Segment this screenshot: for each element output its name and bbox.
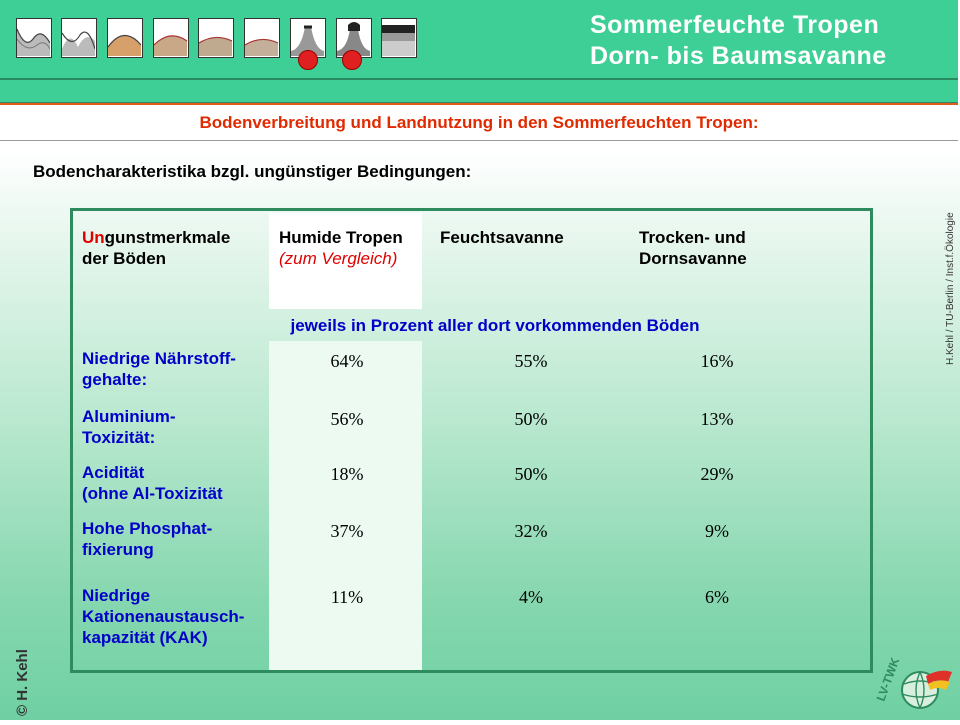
value-cell: 37%: [330, 521, 364, 541]
row-label-line: Niedrige: [82, 586, 151, 605]
section-heading: Bodencharakteristika bzgl. ungünstiger Bedingungen:: [33, 162, 472, 181]
row-label-line: Hohe Phosphat-: [82, 519, 213, 538]
header-bar: [0, 0, 958, 104]
value-cell: 16%: [700, 351, 734, 371]
row-label: [82, 348, 236, 390]
value-cell: 56%: [330, 409, 364, 429]
profile-thumbnail[interactable]: [107, 18, 143, 58]
side-credit: H.Kehl / TU-Berlin / Inst.f.Ökologie: [945, 212, 956, 365]
page-title: [590, 10, 887, 72]
row-label-line: Niedrige Nährstoff-: [82, 349, 236, 368]
row-label-line: Acidität: [82, 463, 145, 482]
header-text: Trocken- und: [639, 228, 746, 247]
header-divider: [0, 78, 958, 80]
row-label: [82, 462, 223, 504]
copyright-label: © H. Kehl: [14, 649, 31, 716]
row-label-line: fixierung: [82, 540, 154, 559]
header-text: Dornsavanne: [639, 249, 747, 268]
header-text: gunstmerkmale: [104, 228, 231, 247]
profile-thumbnail[interactable]: [244, 18, 280, 58]
header-text: Humide Tropen: [279, 228, 403, 247]
table-note: jeweils in Prozent aller dort vorkommenden Böden: [290, 316, 700, 335]
profile-thumbnail[interactable]: [198, 18, 234, 58]
profile-thumbnail[interactable]: [61, 18, 97, 58]
row-label-line: gehalte:: [82, 370, 148, 389]
row-label-line: Aluminium-: [82, 407, 176, 426]
value-cell: 55%: [514, 351, 548, 371]
profile-thumbnail[interactable]: [381, 18, 417, 58]
header-red-prefix: Un: [82, 228, 105, 247]
row-label-line: (ohne Al-Toxizität: [82, 484, 223, 503]
value-cell: 32%: [514, 521, 548, 541]
value-cell: 29%: [700, 464, 734, 484]
value-cell: 13%: [700, 409, 734, 429]
value-cell: 50%: [514, 409, 548, 429]
title-line: Sommerfeuchte Tropen: [590, 11, 880, 39]
value-cell: 11%: [330, 587, 364, 607]
column-header-wet-savanna: Feuchtsavanne: [440, 228, 564, 247]
row-label: [82, 585, 244, 648]
profile-thumbnail[interactable]: [16, 18, 52, 58]
value-cell: 64%: [330, 351, 364, 371]
value-cell: 6%: [705, 587, 729, 607]
selected-marker: [342, 50, 362, 70]
value-cell: 9%: [705, 521, 729, 541]
row-label-line: Toxizität:: [82, 428, 156, 447]
subtitle-bar: Bodenverbreitung und Landnutzung in den Sommerfeuchten Tropen:: [0, 103, 958, 141]
logo-lettering: LV-TWK: [873, 655, 903, 704]
value-cell: 4%: [519, 587, 543, 607]
institute-logo: [862, 648, 958, 720]
row-label: [82, 518, 212, 560]
value-cell: 50%: [514, 464, 548, 484]
row-label-line: Kationenaustausch-: [82, 607, 245, 626]
column-header-humid-tropics: [279, 227, 403, 269]
row-label-line: kapazität (KAK): [82, 628, 208, 647]
profile-thumbnail[interactable]: [153, 18, 189, 58]
column-header-dry-savanna: [639, 227, 747, 269]
header-note: (zum Vergleich): [279, 249, 398, 268]
selected-marker: [298, 50, 318, 70]
column-header-criteria: [82, 227, 230, 269]
title-line: Dorn- bis Baumsavanne: [590, 42, 887, 70]
header-text: der Böden: [82, 249, 167, 268]
row-label: [82, 406, 176, 448]
value-cell: 18%: [330, 464, 364, 484]
